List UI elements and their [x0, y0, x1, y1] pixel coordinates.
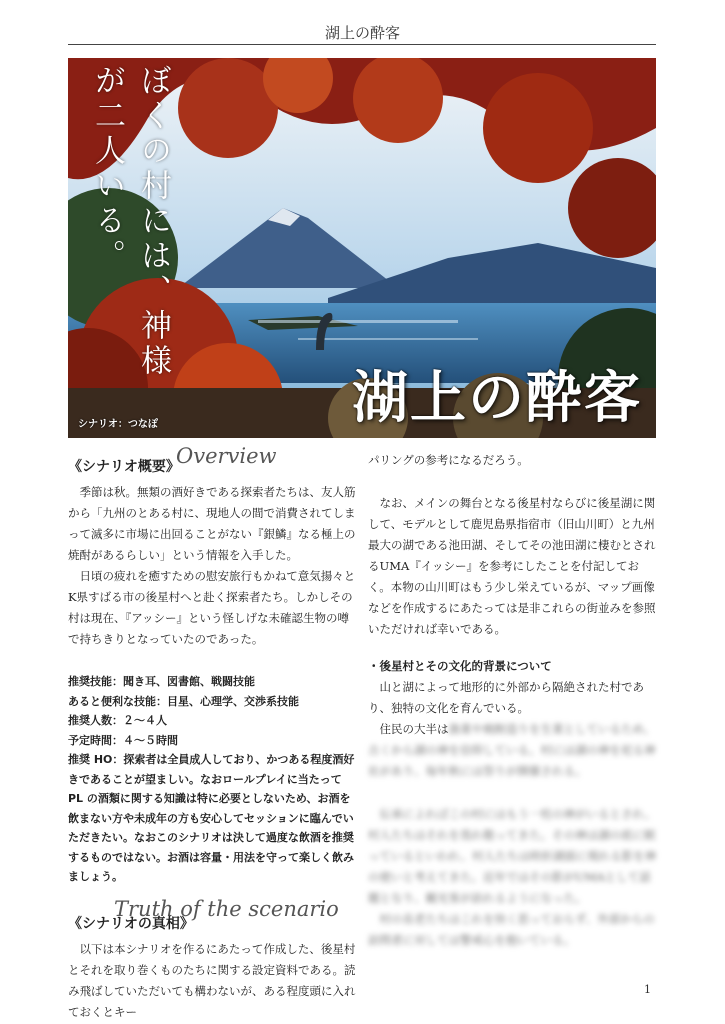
cover-tagline: ぼくの村には、神様が二人いる。	[89, 64, 171, 379]
right-column	[368, 450, 658, 951]
overview-script-label: Overview	[176, 444, 277, 468]
header-rule	[68, 44, 656, 45]
scenario-credit: シナリオ：つなぽ	[78, 419, 158, 430]
model-note: なお、メインの舞台となる後星村ならびに後星湖に関して、モデルとして鹿児島県指宿市（旧山川町）と九州最大の湖である池田湖、そしてその池田湖に棲むとされるUMA『イッシー』を参考にしたことを付記しておく。本物の山川町はもう少し栄えているが、マップ画像などを作成するにあたっては是非これらの街並みを参照いただければ幸いである。	[368, 496, 656, 636]
blurred-text-3: 村の長老たちはこれを快く思っておらず、外部からの訪問者に対しては警戒心を抱いている。	[368, 912, 655, 947]
page-number: 1	[644, 983, 651, 996]
residents-paragraph	[368, 719, 658, 782]
spec-useful-skills: あると便利な技能：目星、心理学、交渉系技能	[68, 694, 299, 708]
truth-script-label: Truth of the scenario	[114, 896, 339, 921]
blurred-text-2: 伝承によればこの村にはもう一柱の神がいるとされ、村人たちはそれを畏れ敬ってきた。その神は湖の底に眠っているといわれ、村人たちは時折湖面に現れる影を神の使いと考えてきた。近年ではその影がUMAとして話題となり、観光客が訪れるようになった。	[368, 807, 657, 905]
blurred-text-1: 漁業や焼酎造りを生業としているため、古くから湖の神を信仰している。村には湖の神を祀る神社があり、毎年秋には祭りが開催される。	[368, 722, 656, 778]
cover-title: 湖上の酔客	[352, 366, 642, 431]
spec-player-count: 推奨人数：２〜４人	[68, 714, 167, 727]
residents-start: 住民の大半は	[379, 722, 449, 736]
truth-paragraph: 以下は本シナリオを作るにあたって作成した、後星村とそれを取り巻くものたちに関する設定資料である。読み飛ばしていただいても構わないが、ある程度頭に入れておくとキー	[68, 941, 356, 1019]
spec-list	[68, 672, 358, 887]
spec-recommended-skills: 推奨技能：聞き耳、図書館、戦闘技能	[68, 675, 255, 688]
village-culture-subheading: ・後星村とその文化的背景について	[368, 659, 552, 673]
page-header-title: 湖上の酔客	[324, 24, 400, 42]
spec-recommended-ho: 推奨 HO：探索者は全員成人しており、かつある程度酒好きであることが望ましい。なおロールプレイに当たって PL の酒類に関する知識は特に必要としないため、お酒を飲まない方や未成年の方も安心してセッションに臨んでいただきたい。なおこのシナリオは決して過度な飲酒を推奨するものではない。お酒は容量・用法を守って楽しく飲みましょう。	[68, 753, 355, 883]
spec-play-time: 予定時間：４〜５時間	[68, 733, 178, 747]
overview-heading: 《シナリオ概要》	[68, 459, 180, 475]
continuation-text: パリングの参考になるだろう。	[368, 453, 529, 467]
overview-paragraph-1: 季節は秋。無類の酒好きである探索者たちは、友人筋から「九州のとある村に、現地人の間で消費されてしまって滅多に市場に出回ることがない『銀鱗』なる極上の焼酎があるらしい」という情報を入手した。	[68, 485, 356, 562]
left-column	[68, 444, 358, 1023]
cover-image	[68, 58, 656, 438]
truth-section	[68, 896, 358, 1023]
village-intro: 山と湖によって地形的に外部から隔絶された村であり、独特の文化を育んでいる。	[368, 680, 644, 715]
overview-paragraph-2: 日頃の疲れを癒すための慰安旅行もかねて意気揚々とK県すばる市の後星村へと赴く探索者たち。しかしその村は現在、『アッシー』という怪しげな未確認生物の噂で持ちきりとなっていたのであった。	[68, 569, 356, 646]
truth-heading: 《シナリオの真相》	[68, 915, 194, 932]
